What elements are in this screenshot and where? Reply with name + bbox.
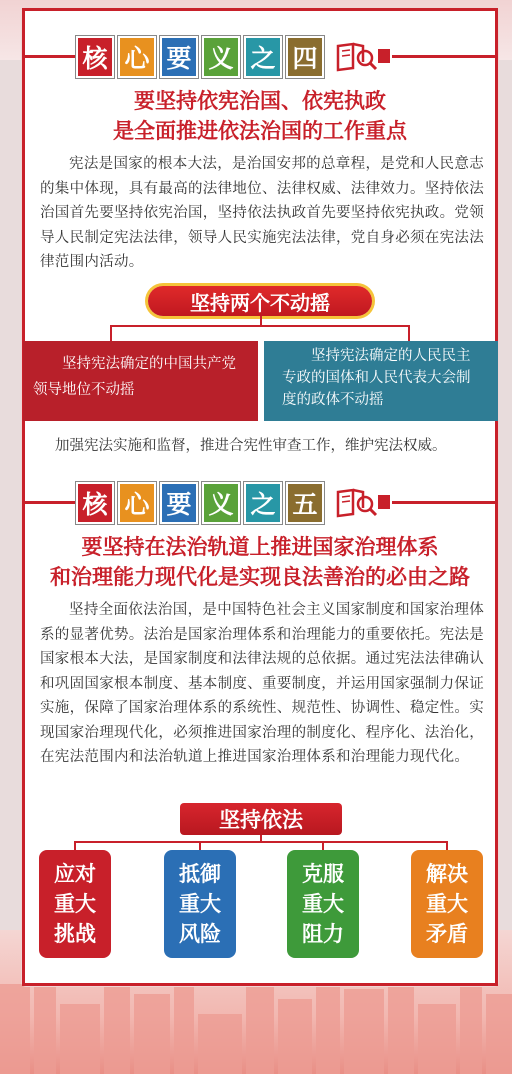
section5-body: 坚持全面依法治国，是中国特色社会主义国家制度和国家治理体系的显著优势。法治是国家治理体系和治理能力的重要依托。宪法是国家根本大法，是国家制度和法律法规的总依据。通过宪法法律确认和巩固国家根本制度、基本制度、重要制度，并运用国家强制力保证实施，保障了国家治理体系的系统性、规范性、协调性、稳定性。实现国家治理现代化，必须推进国家治理的制度化、程序化、法治化，在宪法范围内和法治轨道上推进国家治理体系和治理能力现代化。 — [40, 602, 484, 765]
pill-line: 应对 — [54, 862, 96, 886]
title-tile: 义 — [202, 482, 240, 524]
header-line-right — [392, 501, 498, 504]
header-end-marker — [378, 49, 390, 63]
section4-body: 宪法是国家的根本大法，是治国安邦的总章程，是党和人民意志的集中体现，具有最高的法律地位、法律权威、法律效力。坚持依法治国首先要坚持依宪治国，坚持依法执政首先要坚持依宪执政。党领导人民制定宪法法律，领导人民实施宪法法律，党自身必须在宪法法律范围内活动。 — [40, 156, 484, 270]
pill-overcome-resistance — [287, 850, 359, 958]
title-tile: 四 — [286, 36, 324, 78]
banner-connector — [408, 325, 410, 341]
section4-headline-line1: 要坚持依宪治国、依宪执政 — [134, 89, 386, 113]
title-tile: 义 — [202, 36, 240, 78]
section5-header — [22, 482, 498, 522]
panel-border-bottom — [22, 983, 498, 986]
section4-headline-line2: 是全面推进依法治国的工作重点 — [113, 119, 407, 143]
section4-banner: 坚持两个不动摇 — [148, 286, 372, 316]
pill-resist-risks — [164, 850, 236, 958]
pill-line: 重大 — [54, 892, 96, 916]
title-tile: 之 — [244, 482, 282, 524]
pill-line: 挑战 — [54, 922, 96, 946]
header-line-right — [392, 55, 498, 58]
title-tile: 五 — [286, 482, 324, 524]
pill-line: 重大 — [302, 892, 344, 916]
pill-line: 阻力 — [302, 922, 344, 946]
pill-line: 抵御 — [179, 862, 221, 886]
section5-headline-line2: 和治理能力现代化是实现良法善治的必由之路 — [50, 565, 470, 589]
pill-line: 风险 — [179, 922, 221, 946]
pill-line: 重大 — [179, 892, 221, 916]
pill-face-challenges — [39, 850, 111, 958]
section5-banner: 坚持依法 — [180, 803, 342, 835]
section4-header — [22, 36, 498, 76]
pill-resolve-conflicts — [411, 850, 483, 958]
section4-title-tiles — [76, 36, 324, 78]
banner-connector — [260, 835, 262, 842]
section4-note: 加强宪法实施和监督，推进合宪性审查工作，维护宪法权威。 — [55, 438, 447, 454]
title-tile: 心 — [118, 36, 156, 78]
pill-line: 解决 — [426, 862, 468, 886]
header-line-left — [22, 55, 76, 58]
header-end-marker — [378, 495, 390, 509]
section5-headline-line1: 要坚持在法治轨道上推进国家治理体系 — [81, 535, 439, 559]
book-magnifier-icon — [335, 38, 379, 74]
banner-connector — [110, 325, 112, 341]
title-tile: 之 — [244, 36, 282, 78]
pill-line: 克服 — [302, 862, 344, 886]
header-line-left — [22, 501, 76, 504]
pill-line: 重大 — [426, 892, 468, 916]
book-magnifier-icon — [335, 484, 379, 520]
title-tile: 心 — [118, 482, 156, 524]
title-tile: 核 — [76, 482, 114, 524]
banner-connector — [260, 316, 262, 326]
title-tile: 核 — [76, 36, 114, 78]
pill-line: 矛盾 — [426, 922, 468, 946]
panel-border-top — [22, 8, 498, 11]
title-tile: 要 — [160, 36, 198, 78]
principle-box-right: 坚持宪法确定的人民民主专政的国体和人民代表大会制度的政体不动摇 — [264, 341, 498, 421]
principle-box-left: 坚持宪法确定的中国共产党领导地位不动摇 — [23, 341, 258, 421]
section5-title-tiles — [76, 482, 324, 524]
title-tile: 要 — [160, 482, 198, 524]
